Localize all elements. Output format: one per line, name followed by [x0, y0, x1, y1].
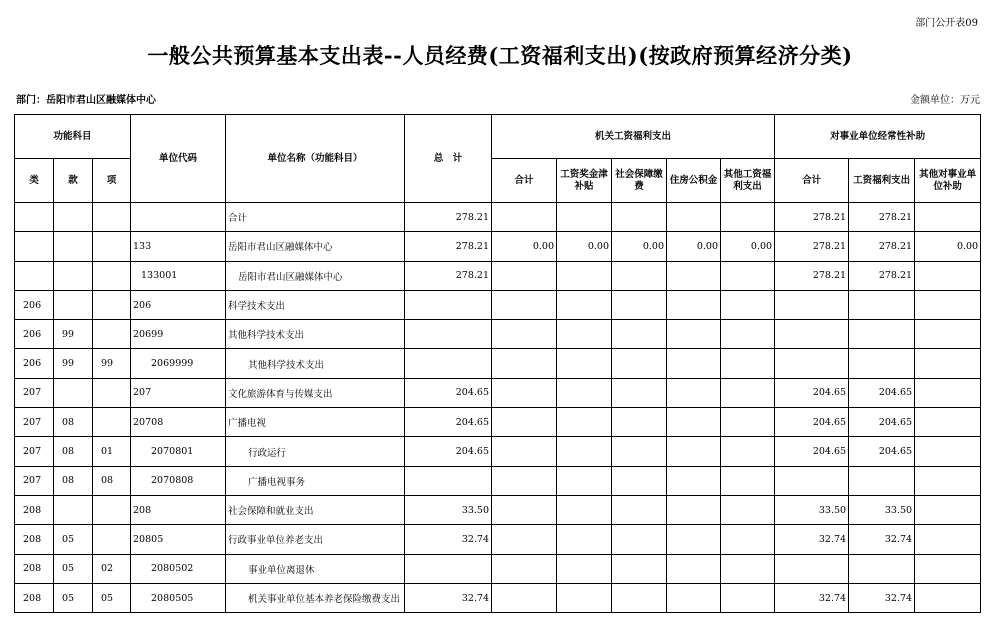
- cell-total: [405, 320, 492, 349]
- cell-agency-housing: [667, 554, 721, 583]
- cell-agency-social: [612, 466, 667, 495]
- cell-agency-social: [612, 261, 667, 290]
- cell-inst-total: 33.50: [775, 495, 849, 524]
- cell-inst-total: 204.65: [775, 437, 849, 466]
- cell-total: 204.65: [405, 408, 492, 437]
- cell-lei: 206: [15, 320, 54, 349]
- table-row: [15, 437, 981, 466]
- cell-unit-code: [131, 203, 226, 232]
- cell-unit-name: 合计: [226, 203, 405, 232]
- cell-unit-name: 事业单位离退休: [226, 554, 405, 583]
- cell-agency-other: [721, 349, 775, 378]
- cell-agency-social: [612, 320, 667, 349]
- cell-unit-name: 广播电视: [226, 408, 405, 437]
- cell-kuan: 08: [54, 408, 93, 437]
- cell-agency-total: [492, 378, 557, 407]
- cell-inst-other: [915, 261, 981, 290]
- cell-kuan: 08: [54, 466, 93, 495]
- cell-lei: 207: [15, 408, 54, 437]
- cell-inst-wage: 278.21: [849, 232, 915, 261]
- cell-agency-other: [721, 320, 775, 349]
- cell-inst-wage: 204.65: [849, 408, 915, 437]
- cell-unit-name: 广播电视事务: [226, 466, 405, 495]
- cell-agency-total: [492, 261, 557, 290]
- header-agency-other: 其他工资福利支出: [721, 159, 775, 203]
- cell-kuan: 05: [54, 525, 93, 554]
- cell-inst-total: [775, 290, 849, 319]
- cell-agency-total: [492, 437, 557, 466]
- header-agency-group: 机关工资福利支出: [492, 115, 775, 159]
- cell-agency-social: [612, 203, 667, 232]
- table-row: [15, 290, 981, 319]
- cell-xiang: 02: [93, 554, 131, 583]
- cell-agency-total: [492, 495, 557, 524]
- cell-agency-social: [612, 349, 667, 378]
- cell-xiang: 99: [93, 349, 131, 378]
- table-row: [15, 261, 981, 290]
- cell-kuan: [54, 261, 93, 290]
- table-row: [15, 320, 981, 349]
- cell-kuan: [54, 495, 93, 524]
- cell-agency-bonus: [557, 261, 612, 290]
- cell-agency-bonus: [557, 437, 612, 466]
- cell-agency-social: [612, 290, 667, 319]
- cell-xiang: [93, 320, 131, 349]
- cell-unit-name: 文化旅游体育与传媒支出: [226, 378, 405, 407]
- cell-inst-other: [915, 525, 981, 554]
- cell-unit-code: 2070808: [131, 466, 226, 495]
- cell-agency-bonus: 0.00: [557, 232, 612, 261]
- header-kuan: 款: [54, 159, 93, 203]
- cell-total: [405, 466, 492, 495]
- cell-agency-housing: [667, 525, 721, 554]
- cell-agency-other: [721, 261, 775, 290]
- cell-kuan: 99: [54, 349, 93, 378]
- cell-unit-code: 133: [131, 232, 226, 261]
- cell-agency-housing: [667, 495, 721, 524]
- cell-lei: [15, 232, 54, 261]
- cell-xiang: [93, 525, 131, 554]
- cell-agency-other: [721, 495, 775, 524]
- cell-agency-social: 0.00: [612, 232, 667, 261]
- cell-inst-wage: 33.50: [849, 495, 915, 524]
- cell-inst-other: [915, 290, 981, 319]
- cell-xiang: [93, 261, 131, 290]
- cell-agency-bonus: [557, 554, 612, 583]
- header-unit-name: 单位名称（功能科目）: [226, 115, 405, 203]
- cell-inst-other: [915, 203, 981, 232]
- cell-agency-other: [721, 466, 775, 495]
- cell-inst-total: 278.21: [775, 261, 849, 290]
- cell-unit-code: 20699: [131, 320, 226, 349]
- cell-agency-bonus: [557, 349, 612, 378]
- cell-inst-other: [915, 583, 981, 612]
- cell-unit-code: 20805: [131, 525, 226, 554]
- cell-lei: 208: [15, 495, 54, 524]
- table-row: [15, 525, 981, 554]
- cell-agency-total: [492, 320, 557, 349]
- cell-unit-code: 2069999: [131, 349, 226, 378]
- cell-xiang: [93, 408, 131, 437]
- cell-total: [405, 554, 492, 583]
- cell-total: 32.74: [405, 525, 492, 554]
- cell-inst-other: 0.00: [915, 232, 981, 261]
- cell-unit-name: 行政运行: [226, 437, 405, 466]
- cell-agency-bonus: [557, 320, 612, 349]
- cell-kuan: [54, 290, 93, 319]
- cell-agency-other: [721, 437, 775, 466]
- cell-xiang: 01: [93, 437, 131, 466]
- cell-unit-code: 20708: [131, 408, 226, 437]
- cell-unit-name: 机关事业单位基本养老保险缴费支出: [226, 583, 405, 612]
- cell-xiang: 05: [93, 583, 131, 612]
- cell-agency-housing: [667, 320, 721, 349]
- amount-unit-label: 金额单位：万元: [910, 95, 980, 106]
- cell-agency-social: [612, 583, 667, 612]
- cell-unit-code: 133001: [131, 261, 226, 290]
- cell-inst-wage: 204.65: [849, 378, 915, 407]
- cell-agency-other: [721, 290, 775, 319]
- cell-unit-name: 其他科学技术支出: [226, 349, 405, 378]
- table-row: [15, 408, 981, 437]
- cell-kuan: 99: [54, 320, 93, 349]
- cell-inst-wage: [849, 466, 915, 495]
- cell-lei: 207: [15, 378, 54, 407]
- cell-agency-housing: [667, 408, 721, 437]
- cell-inst-other: [915, 349, 981, 378]
- cell-total: [405, 349, 492, 378]
- cell-total: [405, 290, 492, 319]
- table-row: [15, 203, 981, 232]
- table-row: [15, 349, 981, 378]
- cell-lei: 208: [15, 583, 54, 612]
- cell-agency-social: [612, 437, 667, 466]
- cell-agency-other: [721, 525, 775, 554]
- cell-agency-bonus: [557, 466, 612, 495]
- cell-inst-total: 32.74: [775, 583, 849, 612]
- header-xiang: 项: [93, 159, 131, 203]
- cell-unit-name: 行政事业单位养老支出: [226, 525, 405, 554]
- cell-agency-other: [721, 554, 775, 583]
- table-row: [15, 232, 981, 261]
- cell-agency-housing: [667, 349, 721, 378]
- cell-kuan: 05: [54, 583, 93, 612]
- page-title: 一般公共预算基本支出表--人员经费(工资福利支出)(按政府预算经济分类): [147, 43, 853, 68]
- cell-agency-other: [721, 203, 775, 232]
- cell-total: 204.65: [405, 437, 492, 466]
- cell-inst-wage: [849, 349, 915, 378]
- cell-inst-wage: 278.21: [849, 261, 915, 290]
- cell-xiang: [93, 378, 131, 407]
- budget-table: [14, 114, 981, 613]
- cell-inst-total: [775, 554, 849, 583]
- cell-agency-total: [492, 554, 557, 583]
- cell-agency-total: [492, 583, 557, 612]
- cell-kuan: [54, 232, 93, 261]
- header-agency-total: 合计: [492, 159, 557, 203]
- cell-agency-bonus: [557, 408, 612, 437]
- cell-inst-other: [915, 466, 981, 495]
- cell-xiang: [93, 203, 131, 232]
- cell-agency-housing: [667, 378, 721, 407]
- header-lei: 类: [15, 159, 54, 203]
- cell-total: 204.65: [405, 378, 492, 407]
- cell-agency-housing: [667, 583, 721, 612]
- header-inst-total: 合计: [775, 159, 849, 203]
- table-row: [15, 495, 981, 524]
- header-func-subject: 功能科目: [15, 115, 131, 159]
- header-unit-code: 单位代码: [131, 115, 226, 203]
- cell-agency-housing: [667, 290, 721, 319]
- cell-inst-total: 204.65: [775, 378, 849, 407]
- cell-lei: [15, 203, 54, 232]
- cell-lei: 208: [15, 554, 54, 583]
- cell-agency-bonus: [557, 583, 612, 612]
- table-row: [15, 378, 981, 407]
- header-agency-bonus: 工资奖金津补贴: [557, 159, 612, 203]
- cell-agency-total: [492, 525, 557, 554]
- table-row: [15, 583, 981, 612]
- cell-xiang: [93, 290, 131, 319]
- cell-inst-wage: 32.74: [849, 525, 915, 554]
- cell-kuan: 05: [54, 554, 93, 583]
- cell-agency-housing: [667, 437, 721, 466]
- cell-inst-other: [915, 378, 981, 407]
- cell-agency-bonus: [557, 378, 612, 407]
- header-agency-social: 社会保障缴费: [612, 159, 667, 203]
- department-label: 部门：岳阳市君山区融媒体中心: [16, 95, 156, 106]
- cell-unit-name: 其他科学技术支出: [226, 320, 405, 349]
- cell-inst-wage: 278.21: [849, 203, 915, 232]
- cell-kuan: [54, 378, 93, 407]
- cell-agency-total: [492, 349, 557, 378]
- header-institution-group: 对事业单位经常性补助: [775, 115, 981, 159]
- cell-inst-total: 278.21: [775, 203, 849, 232]
- header-inst-wage: 工资福利支出: [849, 159, 915, 203]
- cell-lei: 208: [15, 525, 54, 554]
- header-inst-other: 其他对事业单位补助: [915, 159, 981, 203]
- cell-lei: 206: [15, 349, 54, 378]
- cell-agency-bonus: [557, 203, 612, 232]
- cell-agency-bonus: [557, 525, 612, 554]
- cell-lei: 206: [15, 290, 54, 319]
- cell-unit-name: 社会保障和就业支出: [226, 495, 405, 524]
- cell-agency-housing: 0.00: [667, 232, 721, 261]
- cell-unit-name: 岳阳市君山区融媒体中心: [226, 261, 405, 290]
- cell-unit-code: 2080502: [131, 554, 226, 583]
- cell-kuan: 08: [54, 437, 93, 466]
- cell-total: 278.21: [405, 203, 492, 232]
- cell-inst-other: [915, 437, 981, 466]
- cell-total: 32.74: [405, 583, 492, 612]
- cell-agency-social: [612, 408, 667, 437]
- cell-agency-social: [612, 525, 667, 554]
- cell-xiang: [93, 495, 131, 524]
- cell-xiang: 08: [93, 466, 131, 495]
- cell-unit-code: 2070801: [131, 437, 226, 466]
- cell-inst-total: [775, 349, 849, 378]
- cell-agency-total: [492, 466, 557, 495]
- cell-total: 33.50: [405, 495, 492, 524]
- cell-unit-code: 207: [131, 378, 226, 407]
- cell-inst-total: [775, 320, 849, 349]
- cell-inst-total: 32.74: [775, 525, 849, 554]
- cell-agency-housing: [667, 261, 721, 290]
- table-row: [15, 466, 981, 495]
- cell-agency-bonus: [557, 495, 612, 524]
- cell-agency-social: [612, 554, 667, 583]
- cell-lei: 207: [15, 437, 54, 466]
- cell-lei: 207: [15, 466, 54, 495]
- cell-unit-code: 208: [131, 495, 226, 524]
- cell-agency-other: [721, 378, 775, 407]
- cell-unit-code: 206: [131, 290, 226, 319]
- cell-inst-other: [915, 320, 981, 349]
- cell-total: 278.21: [405, 261, 492, 290]
- cell-unit-name: 岳阳市君山区融媒体中心: [226, 232, 405, 261]
- header-agency-housing: 住房公积金: [667, 159, 721, 203]
- cell-agency-total: [492, 203, 557, 232]
- cell-inst-wage: [849, 290, 915, 319]
- cell-agency-other: [721, 408, 775, 437]
- cell-agency-other: 0.00: [721, 232, 775, 261]
- cell-agency-social: [612, 378, 667, 407]
- cell-inst-other: [915, 495, 981, 524]
- table-row: [15, 554, 981, 583]
- cell-inst-wage: 32.74: [849, 583, 915, 612]
- cell-kuan: [54, 203, 93, 232]
- header-row-1: [15, 115, 981, 159]
- form-number: 部门公开表09: [915, 18, 978, 29]
- header-total: 总 计: [405, 115, 492, 203]
- cell-agency-housing: [667, 203, 721, 232]
- cell-unit-code: 2080505: [131, 583, 226, 612]
- cell-inst-other: [915, 408, 981, 437]
- cell-total: 278.21: [405, 232, 492, 261]
- cell-agency-social: [612, 495, 667, 524]
- cell-agency-total: 0.00: [492, 232, 557, 261]
- cell-inst-total: [775, 466, 849, 495]
- cell-inst-wage: 204.65: [849, 437, 915, 466]
- cell-agency-other: [721, 583, 775, 612]
- cell-inst-total: 204.65: [775, 408, 849, 437]
- table-body: [15, 203, 981, 613]
- cell-lei: [15, 261, 54, 290]
- cell-inst-wage: [849, 320, 915, 349]
- cell-agency-total: [492, 290, 557, 319]
- cell-xiang: [93, 232, 131, 261]
- cell-unit-name: 科学技术支出: [226, 290, 405, 319]
- cell-inst-other: [915, 554, 981, 583]
- cell-agency-bonus: [557, 290, 612, 319]
- cell-inst-total: 278.21: [775, 232, 849, 261]
- cell-inst-wage: [849, 554, 915, 583]
- cell-agency-housing: [667, 466, 721, 495]
- cell-agency-total: [492, 408, 557, 437]
